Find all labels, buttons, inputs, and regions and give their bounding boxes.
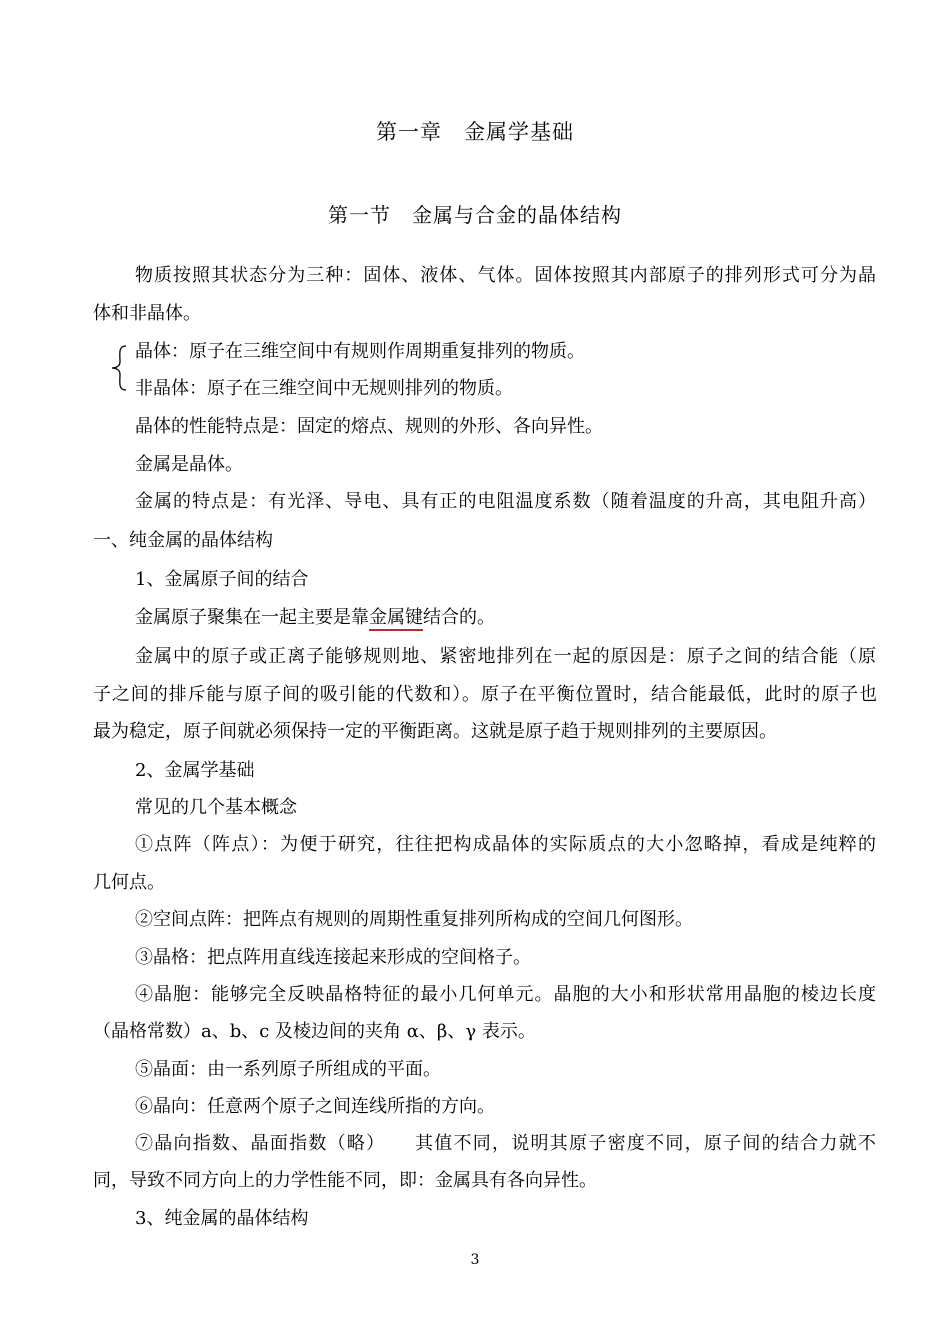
concept-item: ⑦晶向指数、晶面指数（略） 其值不同，说明其原子密度不同，原子间的结合力就不 [135, 1133, 876, 1154]
concept-item: 几何点。 [93, 872, 165, 893]
bond-text-post: 结合的。 [423, 607, 495, 628]
bond-text-pre: 金属原子聚集在一起主要是靠 [135, 607, 369, 628]
concept-item: 同，导致不同方向上的力学性能不同，即：金属具有各向异性。 [93, 1170, 597, 1191]
crystal-definition: 晶体：原子在三维空间中有规则作周期重复排列的物质。 [135, 341, 585, 362]
metal-bond-term: 金属键 [369, 607, 423, 631]
chapter-title: 第一章 金属学基础 [376, 120, 574, 144]
concept-item: ①点阵（阵点）：为便于研究，往往把构成晶体的实际质点的大小忽略掉，看成是纯粹的 [135, 834, 876, 855]
subheading-1: 1、金属原子间的结合 [135, 569, 309, 590]
subheading-2: 2、金属学基础 [135, 760, 255, 781]
concepts-intro: 常见的几个基本概念 [135, 797, 297, 818]
curly-brace-icon [108, 344, 130, 392]
concept-item: ③晶格：把点阵用直线连接起来形成的空间格子。 [135, 947, 531, 968]
paragraph-line: 体和非晶体。 [93, 303, 201, 324]
paragraph-line: 晶体的性能特点是：固定的熔点、规则的外形、各向异性。 [135, 416, 603, 437]
concept-item: ⑥晶向：任意两个原子之间连线所指的方向。 [135, 1096, 495, 1117]
metal-bond-line [135, 607, 495, 629]
subheading-3: 3、纯金属的晶体结构 [135, 1208, 309, 1229]
paragraph-line: 金属的特点是：有光泽、导电、具有正的电阻温度系数（随着温度的升高，其电阻升高） [135, 491, 876, 512]
amorphous-definition: 非晶体：原子在三维空间中无规则排列的物质。 [135, 378, 513, 399]
paragraph-line: 最为稳定，原子间就必须保持一定的平衡距离。这就是原子趋于规则排列的主要原因。 [93, 721, 777, 742]
concept-item: ⑤晶面：由一系列原子所组成的平面。 [135, 1059, 441, 1080]
section-title: 第一节 金属与合金的晶体结构 [328, 203, 622, 227]
page-number: 3 [470, 1252, 480, 1268]
paragraph-line: 子之间的排斥能与原子间的吸引能的代数和）。原子在平衡位置时，结合能最低，此时的原子也 [93, 684, 877, 705]
heading-1: 一、纯金属的晶体结构 [93, 530, 273, 551]
paragraph-line: 金属中的原子或正离子能够规则地、紧密地排列在一起的原因是：原子之间的结合能（原 [135, 646, 876, 667]
concept-item: ④晶胞：能够完全反映晶格特征的最小几何单元。晶胞的大小和形状常用晶胞的棱边长度 [135, 984, 876, 1005]
paragraph-line: 物质按照其状态分为三种：固体、液体、气体。固体按照其内部原子的排列形式可分为晶 [135, 265, 876, 286]
concept-item: ②空间点阵：把阵点有规则的周期性重复排列所构成的空间几何图形。 [135, 909, 693, 930]
concept-item: （晶格常数）a、b、c 及棱边间的夹角 α、β、γ 表示。 [93, 1021, 536, 1042]
paragraph-line: 金属是晶体。 [135, 454, 243, 475]
